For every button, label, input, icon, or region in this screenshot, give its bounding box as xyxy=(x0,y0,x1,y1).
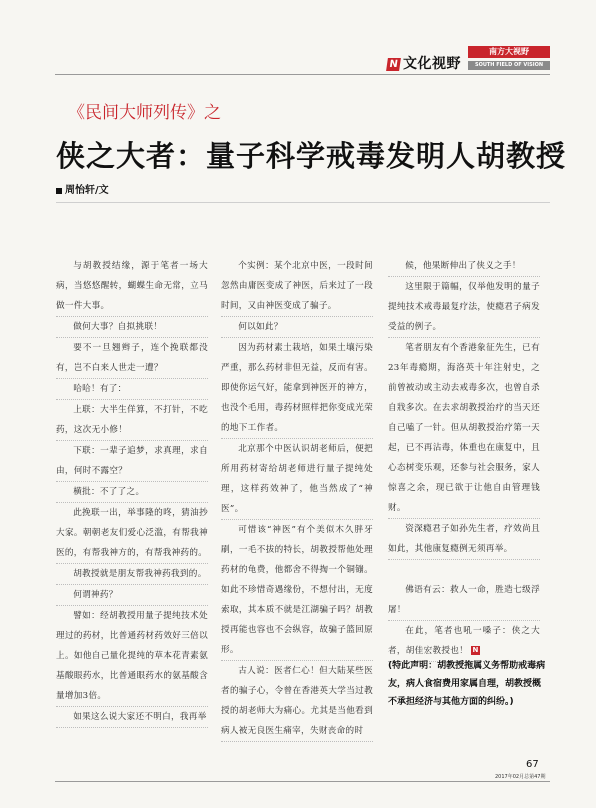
article-title: 侠之大者：量子科学戒毒发明人胡教授 xyxy=(56,139,567,173)
paragraph: 古人说：医者仁心！但大陆某些医者的骗子心，令曾在香港英大学当过教授的胡老师大为痛心。尤其是当他看到病人被无良医生痛宰，失财丧命的时 xyxy=(221,661,373,742)
byline xyxy=(56,184,109,198)
body-column-2 xyxy=(221,256,373,742)
paragraph: 横批：不了了之。 xyxy=(56,482,208,503)
paragraph: 因为药材素土栽培，如果土壤污染严重，那么药材非但无益，反而有害。即使你运气好，能拿到神医开的神方，也没个毛用，毒药材照样把你变成光荣的地下工作者。 xyxy=(221,338,373,439)
paragraph: 胡教授就是朋友帮我神药我到的。 xyxy=(56,564,208,585)
section-brand xyxy=(387,56,461,72)
nv-logo-icon: N xyxy=(386,58,401,71)
paragraph: 资深瘾君子如孙先生者，疗效尚且如此，其他康复瘾例无须再举。 xyxy=(388,519,540,560)
paragraph: 这里限于篇幅，仅举他发明的量子提纯技术戒毒最复疗法，使瘾君子病发受益的例子。 xyxy=(388,277,540,338)
body-column-1 xyxy=(56,256,208,728)
byline-divider xyxy=(56,202,550,203)
paragraph: 此挽联一出，举事隆的咚，猜油抄大家。朝朝老友们爱心泛滥，有帮我神医的，有帮我神方的，有帮我神药的。 xyxy=(56,503,208,564)
author-credit: 周怡轩/文 xyxy=(65,185,109,196)
issue-info: 2017年02月总第47期 xyxy=(495,774,546,780)
paragraph: 北京那个中医认识胡老师后，便把所用药材寄给胡老师进行量子提纯处理，这样药效神了，他当然成了“神医”。 xyxy=(221,439,373,520)
magazine-tag xyxy=(468,46,550,70)
paragraph: 佛语有云：救人一命，胜造七级浮屠！ xyxy=(388,580,540,621)
header-divider xyxy=(55,74,550,75)
article-kicker: 《民间大师列传》之 xyxy=(68,103,221,123)
byline-square-icon xyxy=(56,188,62,194)
paragraph: 何以如此？ xyxy=(221,317,373,338)
footer-divider xyxy=(55,781,550,782)
disclaimer-note: (特此声明：胡教授拖属义务帮助戒毒病友，病人食宿费用家属自理，胡教授概不承担经济与其他方面的纠纷。) xyxy=(388,661,546,707)
paragraph: 下联：一辈子追梦，求真理，求自由，何时不露空？ xyxy=(56,441,208,482)
paragraph: 要不一旦翘辫子，连个挽联都没有，岂不白来人世走一遭？ xyxy=(56,338,208,379)
section-title: 文化视野 xyxy=(403,56,461,72)
paragraph: 哈哈！有了： xyxy=(56,379,208,400)
paragraph: 何谓神药？ xyxy=(56,585,208,606)
closing-text: 在此，笔者也吼一嗓子：侠之大者，胡佳宏教授也！ xyxy=(388,626,540,656)
paragraph: 个实例：某个北京中医，一段时间忽然由庸医变成了神医，后来过了一段时间，又由神医变成了骗子。 xyxy=(221,256,373,317)
end-mark-icon: N xyxy=(472,646,479,654)
paragraph: 与胡教授结缘，源于笔者一场大病，当悠悠醒转，蝴蝶生命无常，立马做一件大事。 xyxy=(56,256,208,317)
paragraph: 可惜该“神医”有个美似木久胖牙刷，一毛不拔的特长，胡教授帮他处理药材的龟费，他都舍不得掏一个铜镚。如此不珍惜奇遇缘份，不想付出，无度索取，其本质不就是江湖骗子吗？胡教授再能也容也不会纵容，故骗子篮回原形。 xyxy=(221,520,373,661)
paragraph: 笔者朋友有个香港象征先生，已有23年毒瘾期，海洛英十年注射史，之前曾被动或主动去戒毒多次，也曾自杀自戕多次。在去求胡教授治疗的当天还自己嗑了一针。但从胡教授治疗第一天起，已不再沾毒，体重也在康复中，且心态树变乐观，还参与社会服务，家人惊喜之余，现已欲于让他自由管理钱财。 xyxy=(388,338,540,519)
paragraph: 做何大事？自拟挑联！ xyxy=(56,317,208,338)
paragraph: 如果这么说大家还不明白，我再举 xyxy=(56,707,208,728)
magazine-name-en: SOUTH FIELD OF VISION xyxy=(468,61,550,70)
page-number: 67 xyxy=(526,759,539,770)
paragraph xyxy=(388,621,540,662)
body-column-3 xyxy=(388,256,540,662)
magazine-name-cn: 南方大视野 xyxy=(468,46,550,58)
paragraph: 候，他果断伸出了侠义之手！ xyxy=(388,256,540,277)
paragraph: 譬如：经胡教授用量子提纯技术处理过的药材，比普通药材药效好三倍以上。如他自己量化提纯的草本花青素氨基酸眼药水，比普通眼药水的氨基酸含量增加3倍。 xyxy=(56,606,208,707)
paragraph: 上联：大半生佯算，不打针，不吃药，这次无小修！ xyxy=(56,400,208,441)
